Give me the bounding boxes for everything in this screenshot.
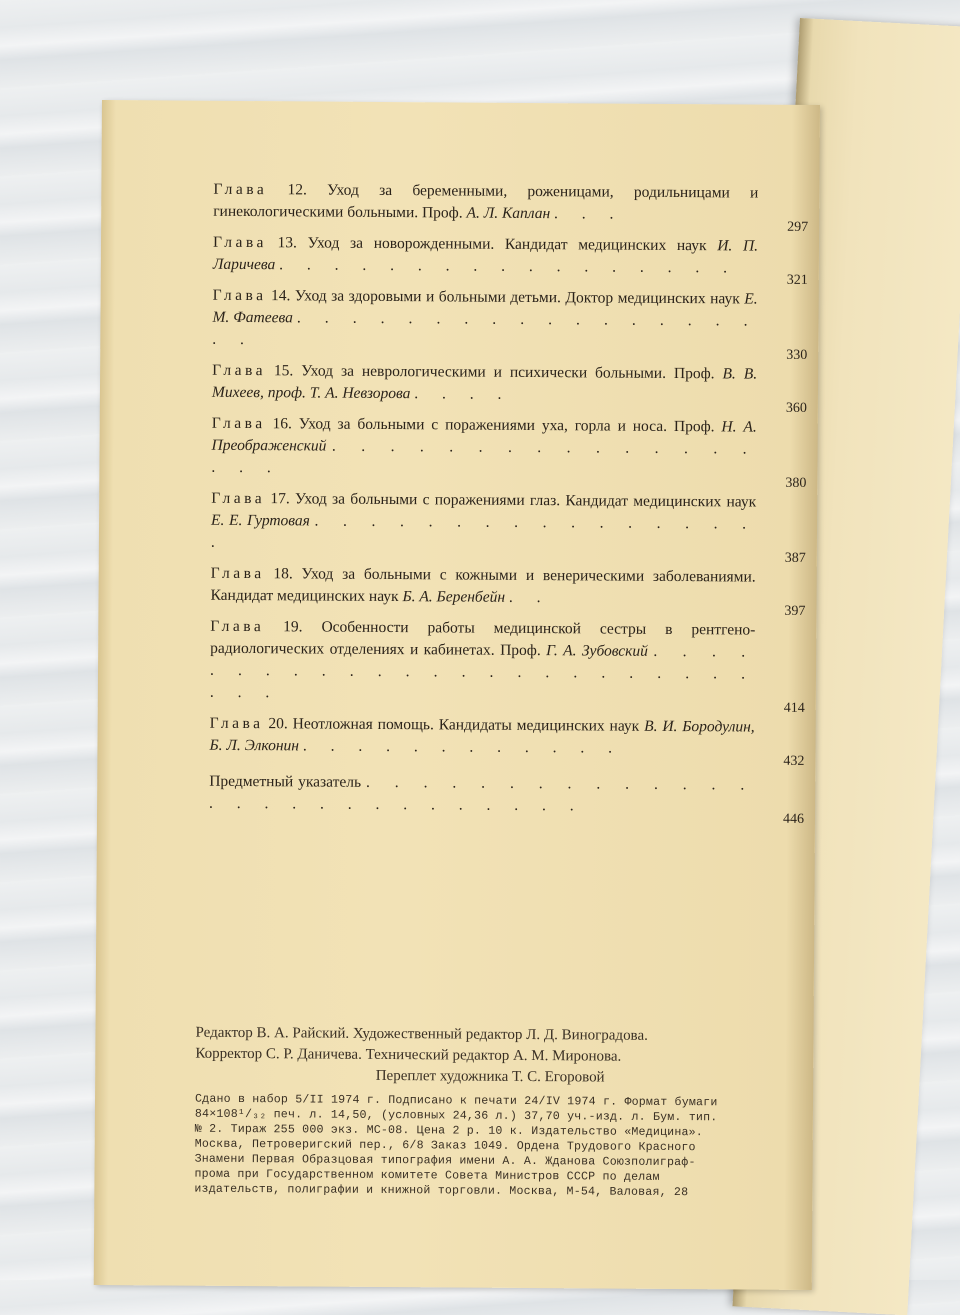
imprint-line: Знамени Первая Образцовая типография имени А. А. Жданова Союзполиграф-: [194, 1152, 696, 1170]
dot-leader: . . . . . . . . . . . . . . . . . . .: [212, 309, 758, 349]
toc-entry-chapter-13: [212, 232, 808, 288]
dot-leader: . . .: [553, 205, 624, 223]
imprint-block: [194, 1092, 785, 1201]
dot-leader: . .: [508, 588, 551, 607]
toc-entry-chapter-19: [209, 616, 805, 716]
toc-entry-text: [210, 616, 796, 708]
toc-entry-chapter-12: [213, 179, 809, 235]
chapter-number: 13.: [277, 234, 298, 252]
chapter-title: Уход за больными с поражениями глаз. Кандидат медицинских наук: [294, 490, 757, 511]
dot-leader: . . . . . . . . . . . . . . . . .: [279, 256, 738, 277]
table-of-contents: [209, 179, 809, 828]
chapter-title: Уход за больными с кожными и венерическими заболеваниями. Кандидат медицинских наук: [210, 565, 756, 606]
dot-leader: . . . .: [414, 385, 512, 403]
page-number: 387: [784, 550, 806, 566]
chapter-number: 19.: [283, 618, 303, 636]
toc-entry-text: [209, 771, 794, 819]
credits-block: [194, 1023, 785, 1201]
chapter-title: Уход за здоровыми и больными детьми. Доктор медицинских наук: [294, 287, 740, 308]
page-number: 432: [783, 753, 805, 769]
chapter-title: Уход за беременными, роженицами, родильницами и гинекологическими больными. Проф.: [213, 181, 759, 222]
toc-entry-chapter-15: [211, 360, 807, 416]
dot-leader: . . . . . . . . . . . .: [302, 737, 623, 757]
credits-proofreader-line: Корректор С. Р. Даничева. Технический редактор А. М. Миронова.: [195, 1045, 622, 1065]
toc-entry-text: [211, 413, 796, 483]
dot-leader: . . . . . . . . . . . . . . . . . . . . . . . . . . .: [209, 642, 756, 702]
chapter-word: Глава: [213, 180, 268, 199]
chapter-number: 16.: [272, 415, 292, 433]
chapter-word: Глава: [211, 489, 266, 508]
chapter-title: Уход за неврологическими и психически больными. Проф.: [301, 362, 715, 383]
dot-leader: . . . . . . . . . . . . . . . . . .: [211, 437, 757, 477]
toc-entry-text: [210, 563, 795, 611]
index-title: Предметный указатель: [209, 772, 362, 791]
chapter-word: Глава: [212, 233, 267, 252]
imprint-line: прома при Государственном комитете Совета Министров СССР по делам: [194, 1167, 660, 1184]
page-number: 397: [784, 603, 806, 619]
chapter-author: А. Л. Каплан: [466, 204, 551, 223]
toc-entry-chapter-16: [211, 413, 807, 491]
chapter-number: 12.: [287, 181, 307, 199]
page-number: 330: [786, 347, 808, 363]
page-number: 446: [782, 811, 805, 827]
toc-entry-text: [212, 360, 797, 408]
imprint-line: Москва, Петроверигский пер., 6/8 Заказ 1049. Ордена Трудового Красного: [194, 1137, 696, 1155]
chapter-number: 20.: [268, 715, 288, 733]
chapter-word: Глава: [212, 361, 267, 380]
toc-entry-chapter-14: [212, 285, 808, 363]
book-page: [94, 100, 820, 1290]
imprint-line: Сдано в набор 5/II 1974 г. Подписано к печати 24/IV 1974 г. Формат бумаги: [194, 1092, 718, 1110]
chapter-word: Глава: [209, 714, 264, 733]
page-number: 414: [783, 700, 805, 716]
chapter-title: Уход за больными с поражениями уха, горла и носа. Проф.: [298, 415, 715, 436]
toc-entry-subject-index: [209, 771, 805, 827]
chapter-word: Глава: [210, 617, 265, 636]
chapter-author: Б. А. Беренбейн: [402, 588, 506, 606]
chapter-word: Глава: [210, 564, 265, 583]
chapter-title: Особенности работы медицинской сестры в рентгено-радиологических отделениях и кабинетах. Проф.: [210, 618, 756, 660]
page-number: 297: [787, 219, 809, 235]
toc-entry-chapter-18: [210, 563, 806, 619]
chapter-author: В. В. Михеев, проф. Т. А. Невзорова: [211, 365, 758, 403]
chapter-title: Неотложная помощь. Кандидаты медицинских наук: [292, 715, 640, 735]
dot-leader: . . . . . . . . . . . . . . . . . . . . . . . . . . . .: [209, 773, 755, 815]
chapter-author: Е. М. Фатеева: [212, 290, 758, 327]
toc-entry-text: [209, 713, 794, 761]
chapter-word: Глава: [211, 414, 266, 433]
chapter-word: Глава: [212, 286, 267, 305]
imprint-line: 84×108¹/₃₂ печ. л. 14,50, (условных 24,36 л.) 37,70 уч.-изд. л. Бум. тип.: [194, 1107, 718, 1125]
toc-entry-text: [213, 232, 798, 280]
toc-entry-text: [211, 488, 796, 558]
chapter-number: 14.: [270, 287, 291, 305]
page-number: 360: [785, 400, 807, 416]
chapter-number: 17.: [270, 490, 290, 508]
credits-binding-line: Переплет художника Т. С. Егоровой: [375, 1067, 605, 1086]
toc-entry-chapter-20: [209, 713, 805, 769]
chapter-author: И. П. Ларичева: [212, 237, 759, 274]
chapter-author: Е. Е. Гуртовая: [211, 511, 310, 530]
toc-entry-text: [212, 285, 797, 355]
chapter-number: 18.: [273, 565, 293, 583]
toc-entry-chapter-17: [210, 488, 806, 566]
chapter-author: В. И. Бородулин, Б. Л. Элконин: [209, 717, 755, 755]
imprint-line: издательств, полиграфии и книжной торговли. Москва, М-54, Валовая, 28: [194, 1182, 689, 1200]
credits-editors-line: Редактор В. А. Райский. Художественный редактор Л. Д. Виноградова.: [195, 1024, 648, 1044]
imprint-line: № 2. Тираж 255 000 экз. МС-08. Цена 2 р. 10 к. Издательство «Медицина».: [194, 1122, 704, 1140]
chapter-number: 15.: [273, 362, 294, 380]
chapter-author: Н. А. Преображенский: [211, 418, 757, 455]
dot-leader: . . . . . . . . . . . . . . . . .: [210, 512, 757, 551]
toc-entry-text: [213, 179, 798, 227]
page-number: 321: [786, 272, 808, 288]
page-number: 380: [785, 475, 807, 491]
chapter-author: Г. А. Зубовский: [546, 642, 649, 660]
chapter-title: Уход за новорожденными. Кандидат медицинских наук: [307, 234, 707, 255]
